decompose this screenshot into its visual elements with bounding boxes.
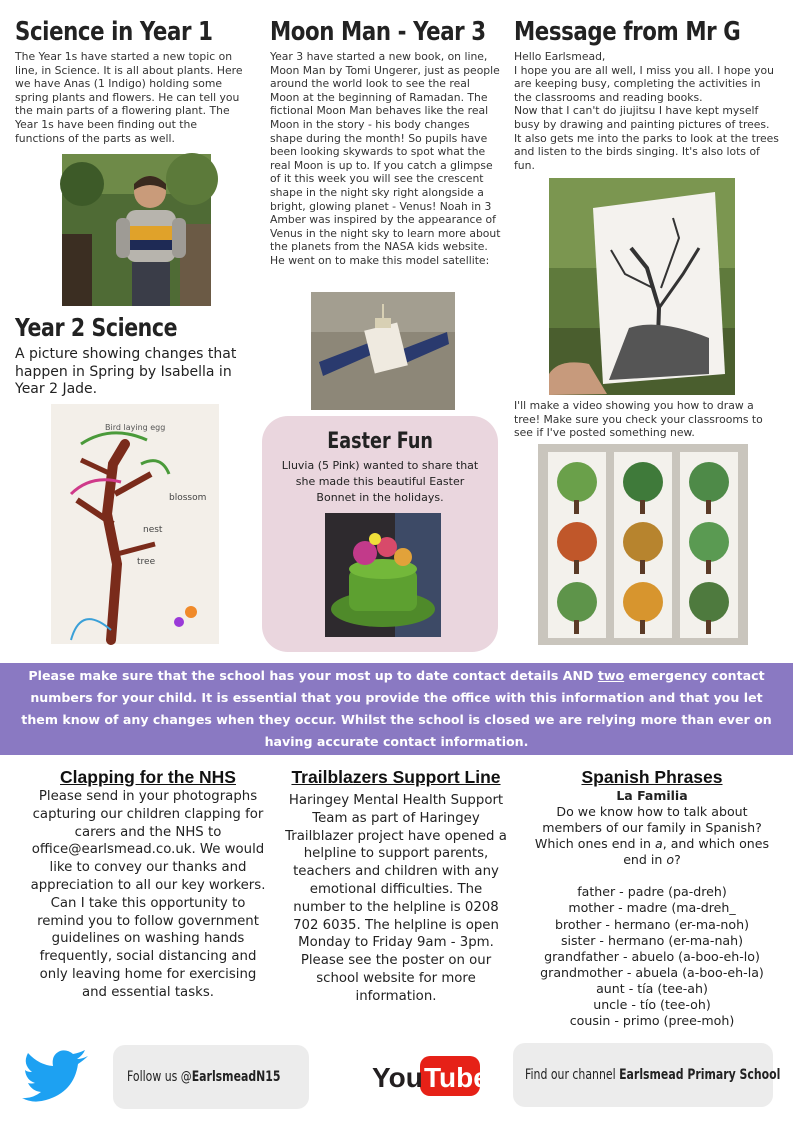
drawing-label-blossom: blossom xyxy=(169,493,207,503)
nhs-title: Clapping for the NHS xyxy=(60,767,236,787)
message-line-drawing: Now that I can't do jiujitsu I have kept myself busy by drawing and painting pictures of trees. It also gets me into the parks to look at the trees and listen to the birds singing. It's also lots of fun. xyxy=(514,104,779,172)
spanish-title: Spanish Phrases xyxy=(581,767,723,787)
phrase-cousin: cousin - primo (pree-moh) xyxy=(569,1013,735,1029)
tree-sketch-photo xyxy=(549,178,735,395)
find-channel-pill[interactable] xyxy=(513,1043,781,1107)
follow-us-label: Follow us @EarlsmeadN15 xyxy=(127,1069,281,1085)
easter-body: Lluvia (5 Pink) wanted to share that she made this beautiful Easter Bonnet in the holidays. xyxy=(281,459,479,504)
phrase-father: father - padre (pa-dreh) xyxy=(577,884,727,900)
anas-plant-photo xyxy=(62,154,211,306)
moon-man-section xyxy=(270,16,502,268)
tree-paintings-photo xyxy=(538,444,748,645)
youtube-tube-text: Tube xyxy=(424,1062,489,1093)
spanish-phrases-section xyxy=(530,766,774,1029)
science-year1-section xyxy=(15,16,250,145)
easter-bonnet-photo xyxy=(325,513,441,637)
contact-details-banner xyxy=(0,663,793,755)
model-satellite-photo xyxy=(311,292,455,410)
phrase-mother: mother - madre (ma-dreh_ xyxy=(568,900,736,916)
science-year1-title: Science in Year 1 xyxy=(15,17,213,47)
message-mr-g-section xyxy=(514,16,779,172)
phrase-brother: brother - hermano (er-ma-noh) xyxy=(554,916,750,932)
message-line-hope: I hope you are all well, I miss you all. I hope you are keeping busy, completing the activities in the classrooms and reading books. xyxy=(514,63,774,104)
message-video-note: I'll make a video showing you how to draw a tree! Make sure you check your classrooms to see if I've posted something new. xyxy=(514,399,763,440)
easter-title: Easter Fun xyxy=(327,429,433,454)
banner-text-start: Please make sure that the school has your most up to date contact details AND xyxy=(28,668,598,683)
banner-text-end: emergency contact numbers for your child. It is essential that you provide the office with this information and that you let them know of any changes when they occur. Whilst the school is closed we are relying more than ever on having accurate contact information. xyxy=(21,668,772,749)
twitter-bird-icon[interactable] xyxy=(22,1050,90,1100)
drawing-label-top: Bird laying egg xyxy=(105,423,166,432)
spanish-intro: Do we know how to talk about members of our family in Spanish? Which ones end in a, and which ones end in o? xyxy=(534,804,770,868)
youtube-logo[interactable] xyxy=(370,1054,489,1098)
message-title: Message from Mr G xyxy=(514,17,741,47)
science-year1-body: The Year 1s have started a new topic on line, in Science. It is all about plants. Here we have Anas (1 Indigo) holding some spring plants and flowers. He can tell you the main parts of a flowering plant. The Year 1s have been finding out the functions of the parts as well. xyxy=(15,50,243,145)
phrase-grandfather: grandfather - abuelo (a-boo-eh-lo) xyxy=(544,948,760,964)
find-channel-label: Find our channel Earlsmead Primary School xyxy=(525,1067,781,1083)
year2-science-body: A picture showing changes that happen in Spring by Isabella in Year 2 Jade. xyxy=(15,346,237,397)
year2-science-title: Year 2 Science xyxy=(15,313,178,342)
drawing-label-nest: nest xyxy=(143,525,163,535)
banner-underlined-two: two xyxy=(597,668,625,683)
phrase-uncle: uncle - tío (tee-oh) xyxy=(593,997,711,1013)
phrase-sister: sister - hermano (er-ma-nah) xyxy=(560,932,744,948)
moon-man-title: Moon Man - Year 3 xyxy=(270,17,486,47)
video-note-section xyxy=(514,399,779,440)
twitter-handle: EarlsmeadN15 xyxy=(191,1069,281,1085)
channel-name: Earlsmead Primary School xyxy=(619,1067,781,1083)
follow-us-pill[interactable] xyxy=(113,1045,309,1109)
moon-man-body: Year 3 have started a new book, on line, Moon Man by Tomi Ungerer, just as people around the world look to see the real Moon at the beginning of Ramadan. The fictional Moon Man behaves like the real Moon in the story - his body changes shape during the month! So pupils have been looking skywards to spot what the real Moon is up to. If you catch a glimpse of it this week you will see the crescent shape in the night sky right alongside a bright, glowing planet - Venus! Noah in 3 Amber was inspired by the appearance of Venus in the night sky to learn more about the planets from the NASA kids website. He went on to make this model satellite: xyxy=(270,50,501,267)
clapping-nhs-section xyxy=(28,766,268,1002)
youtube-you-text: You xyxy=(372,1062,423,1093)
spring-tree-drawing xyxy=(51,404,219,644)
spanish-subtitle: La Familia xyxy=(616,788,688,803)
trailblazers-body: Haringey Mental Health Support Team as part of Haringey Trailblazer project have opened a helpline to support parents, teachers and children with any emotional difficulties. The number to the helpline is 0208 702 6035. The helpline is open Monday to Friday 9am - 3pm. Please see the poster on our school website for more information. xyxy=(285,793,507,1004)
phrase-grandmother: grandmother - abuela (a-boo-eh-la) xyxy=(540,964,764,980)
phrase-aunt: aunt - tía (tee-ah) xyxy=(596,980,708,996)
nhs-body: Please send in your photographs capturing our children clapping for carers and the NHS to office@earlsmead.co.uk. We would like to convey our thanks and appreciation to all our key workers. Can I take this opportunity to remind you to follow government guidelines on washing hands frequently, social distancing and only leaving home for exercising and essential tasks. xyxy=(30,789,266,1000)
message-line-greeting: Hello Earlsmead, xyxy=(514,50,606,63)
trailblazers-section xyxy=(282,766,510,1006)
year2-science-section xyxy=(15,312,250,399)
easter-fun-box xyxy=(262,416,498,652)
drawing-label-tree: tree xyxy=(137,557,156,567)
trailblazers-title: Trailblazers Support Line xyxy=(291,767,501,787)
